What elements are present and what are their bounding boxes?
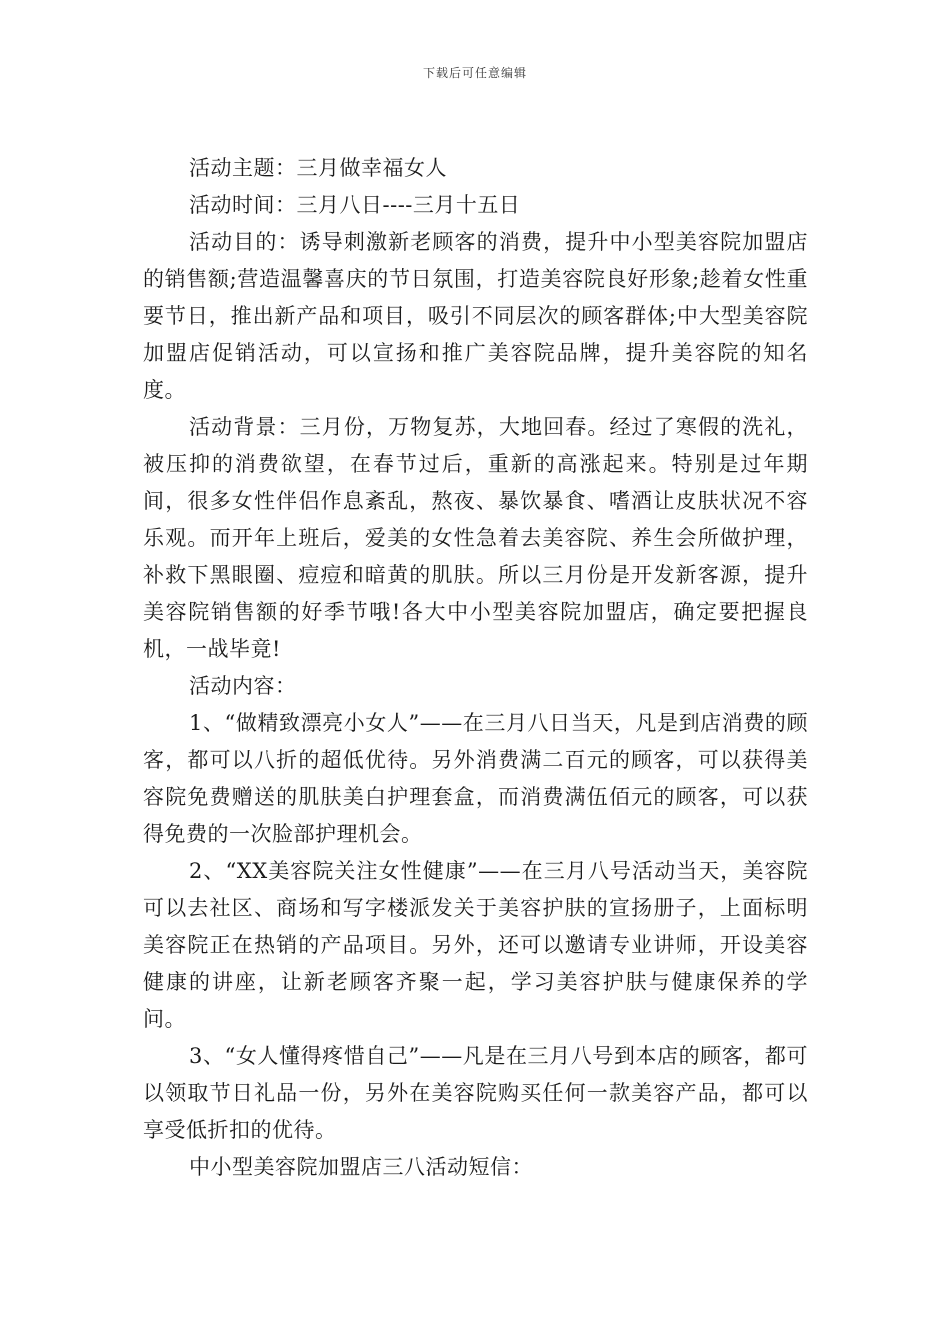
page-header: 下载后可任意编辑 [422, 66, 527, 80]
paragraph-content-heading: 活动内容： [189, 674, 297, 698]
paragraph-item-3: 3、“女人懂得疼惜自己”——凡是在三月八号到本店的顾客，都可以领取节日礼品一份，另外在美容院购买任何一款美容产品，都可以享受低折扣的优待。 [143, 1044, 808, 1142]
paragraph-background: 活动背景：三月份，万物复苏，大地回春。经过了寒假的洗礼，被压抑的消费欲望，在春节过后，重新的高涨起来。特别是过年期间，很多女性伴侣作息紊乱，熬夜、暴饮暴食、嗜酒让皮肤状况不容乐观。而开年上班后，爱美的女性急着去美容院、养生会所做护理，补救下黑眼圈、痘痘和暗黄的肌肤。所以三月份是开发新客源，提升美容院销售额的好季节哦!各大中小型美容院加盟店，确定要把握良机，一战毕竟! [143, 415, 808, 661]
document-body [143, 150, 808, 1186]
paragraph-item-2: 2、“XX美容院关注女性健康”——在三月八号活动当天，美容院可以去社区、商场和写字楼派发关于美容护肤的宣扬册子，上面标明美容院正在热销的产品项目。另外，还可以邀请专业讲师，开设美容健康的讲座，让新老顾客齐聚一起，学习美容护肤与健康保养的学问。 [143, 859, 808, 1031]
paragraph-purpose: 活动目的：诱导刺激新老顾客的消费，提升中小型美容院加盟店的销售额;营造温馨喜庆的节日氛围，打造美容院良好形象;趁着女性重要节日，推出新产品和项目，吸引不同层次的顾客群体;中大型美容院加盟店促销活动，可以宣扬和推广美容院品牌，提升美容院的知名度。 [143, 230, 808, 402]
paragraph-sms-heading: 中小型美容院加盟店三八活动短信： [189, 1155, 533, 1179]
paragraph-time: 活动时间：三月八日----三月十五日 [189, 193, 521, 217]
paragraph-theme: 活动主题：三月做幸福女人 [189, 156, 447, 180]
paragraph-item-1: 1、“做精致漂亮小女人”——在三月八日当天，凡是到店消费的顾客，都可以八折的超低优待。另外消费满二百元的顾客，可以获得美容院免费赠送的肌肤美白护理套盒，而消费满伍佰元的顾客，可以获得免费的一次脸部护理机会。 [143, 711, 808, 846]
